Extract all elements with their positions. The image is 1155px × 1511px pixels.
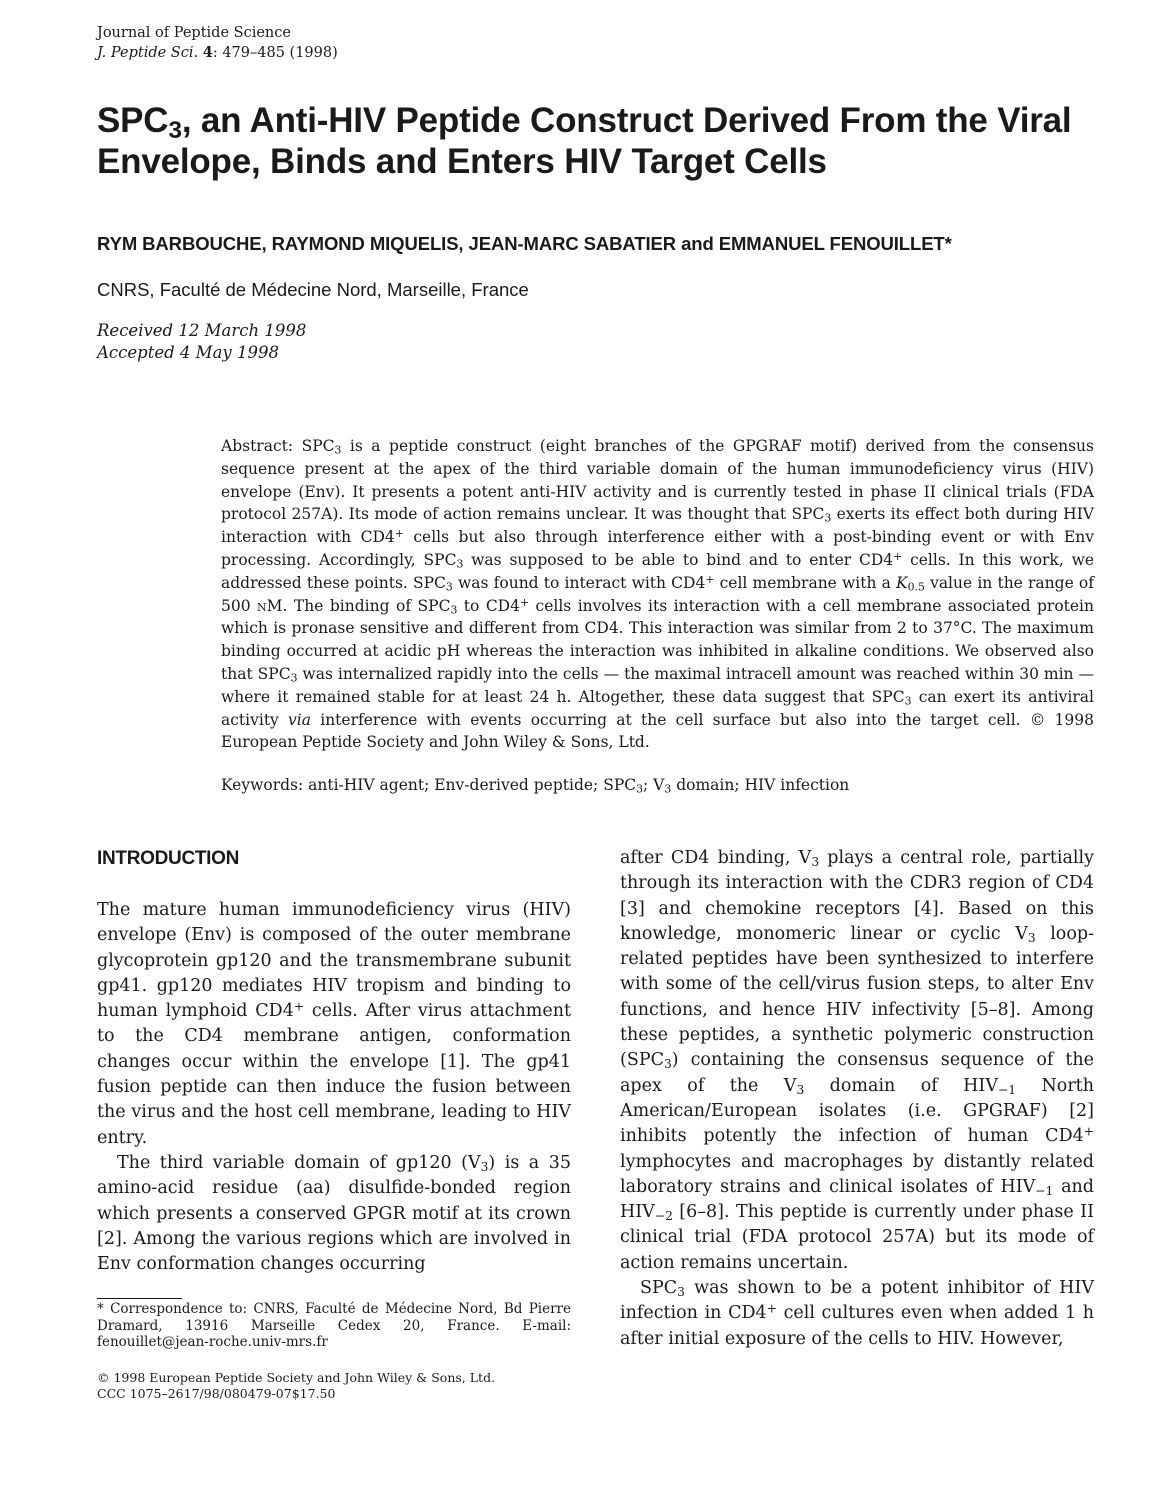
paragraph: $SPC_3$ was shown to be a potent inhibitor of HIV infection in CD4+ cell cultures even when added 1 h after initial exposure of the cells to HIV. However, xyxy=(620,1278,1094,1349)
copyright-line: © 1998 European Peptide Society and John Wiley & Sons, Ltd. xyxy=(97,1370,496,1385)
accepted-date: Accepted 4 May 1998 xyxy=(97,343,279,362)
section-heading-introduction: INTRODUCTION xyxy=(97,848,240,869)
article-title: $SPC_3$, an Anti-HIV Peptide Construct Derived From the Viral Envelope, Binds and Enters HIV Target Cells xyxy=(97,101,1072,181)
intro-left-column xyxy=(97,898,571,1277)
received-date: Received 12 March 1998 xyxy=(97,321,307,340)
journal-name: Journal of Peptide Science xyxy=(97,25,291,41)
ccc-code: CCC 1075–2617/98/080479-07$17.50 xyxy=(97,1386,336,1401)
correspondence-footnote: * Correspondence to: CNRS, Faculté de Médecine Nord, Bd Pierre Dramard, 13916 Marseille Cedex 20, France. E-mail: fenouillet@jean-roche.univ-mrs.fr xyxy=(97,1301,571,1350)
abstract: Abstract: $SPC_3$ is a peptide construct (eight branches of the GPGRAF motif) derived from the consensus sequence present at the apex of the third variable domain of the human immunodeficiency virus (HIV) envelope (Env). It presents a potent anti-HIV activity and is currently tested in phase II clinical trials (FDA protocol 257A). Its mode of action remains unclear. It was thought that $SPC_3$ exerts its effect both during HIV interaction with CD4+ cells but also through interference either with a post-binding event or with Env processing. Accordingly, $SPC_3$ was supposed to be able to bind and to enter CD4+ cells. In this work, we addressed these points. $SPC_3$ was found to interact with CD4+ cell membrane with a $K_{0.5}$ value in the range of 500 nM. The binding of $SPC_3$ to CD4+ cells involves its interaction with a cell membrane associated protein which is pronase sensitive and different from CD4. This interaction was similar from 2 to 37°C. The maximum binding occurred at acidic pH whereas the interaction was inhibited in alkaline conditions. We observed also that $SPC_3$ was internalized rapidly into the cells — the maximal intracell amount was reached within 30 min — where it remained stable for at least 24 h. Altogether, these data suggest that $SPC_3$ can exert its antiviral activity via interference with events occurring at the cell surface but also into the target cell. © 1998 European Peptide Society and John Wiley & Sons, Ltd. xyxy=(221,437,1095,752)
author-list: RYM BARBOUCHE, RAYMOND MIQUELIS, JEAN-MARC SABATIER and EMMANUEL FENOUILLET* xyxy=(97,233,952,254)
footnote-divider xyxy=(97,1298,182,1299)
received-accepted-dates xyxy=(97,320,306,364)
paragraph: The mature human immunodeficiency virus (HIV) envelope (Env) is composed of the outer membrane glycoprotein gp120 and the transmembrane subunit gp41. gp120 mediates HIV tropism and binding to human lymphoid CD4+ cells. After virus attachment to the CD4 membrane antigen, conformation changes occur within the envelope [1]. The gp41 fusion peptide can then induce the fusion between the virus and the host cell membrane, leading to HIV entry. xyxy=(97,900,571,1148)
paragraph: The third variable domain of gp120 $(V_3)$ is a 35 amino-acid residue (aa) disulfide-bonded region which presents a conserved GPGR motif at its crown [2]. Among the various regions which are involved in Env conformation changes occurring xyxy=(97,1152,572,1275)
paragraph: after CD4 binding, $V_3$ plays a central role, partially through its interaction with the CDR3 region of CD4 [3] and chemokine receptors [4]. Based on this knowledge, monomeric linear or cyclic $V_3$ loop-related peptides have been synthesized to interfere with some of the cell/virus fusion steps, to alter Env functions, and hence HIV infectivity [5–8]. Among these peptides, a synthetic polymeric construction $(SPC_3)$ containing the consensus sequence of the apex of the $V_3$ domain of $HIV_{-1}$ North American/European isolates (i.e. GPGRAF) [2] inhibits potently the infection of human CD4+ lymphocytes and macrophages by distantly related laboratory strains and clinical isolates of $HIV_{-1}$ and $HIV_{-2}$ [6–8]. This peptide is currently under phase II clinical trial (FDA protocol 257A) but its mode of action remains uncertain. xyxy=(620,848,1095,1273)
journal-header xyxy=(97,24,338,63)
journal-citation: J. Peptide Sci. 4: 479–485 (1998) xyxy=(97,44,338,61)
keywords: Keywords: anti-HIV agent; Env-derived peptide; $SPC_3$; $V_3$ domain; HIV infection xyxy=(221,776,850,796)
copyright-block xyxy=(97,1370,495,1402)
intro-right-column xyxy=(620,846,1094,1352)
affiliation: CNRS, Faculté de Médecine Nord, Marseille, France xyxy=(97,279,529,300)
